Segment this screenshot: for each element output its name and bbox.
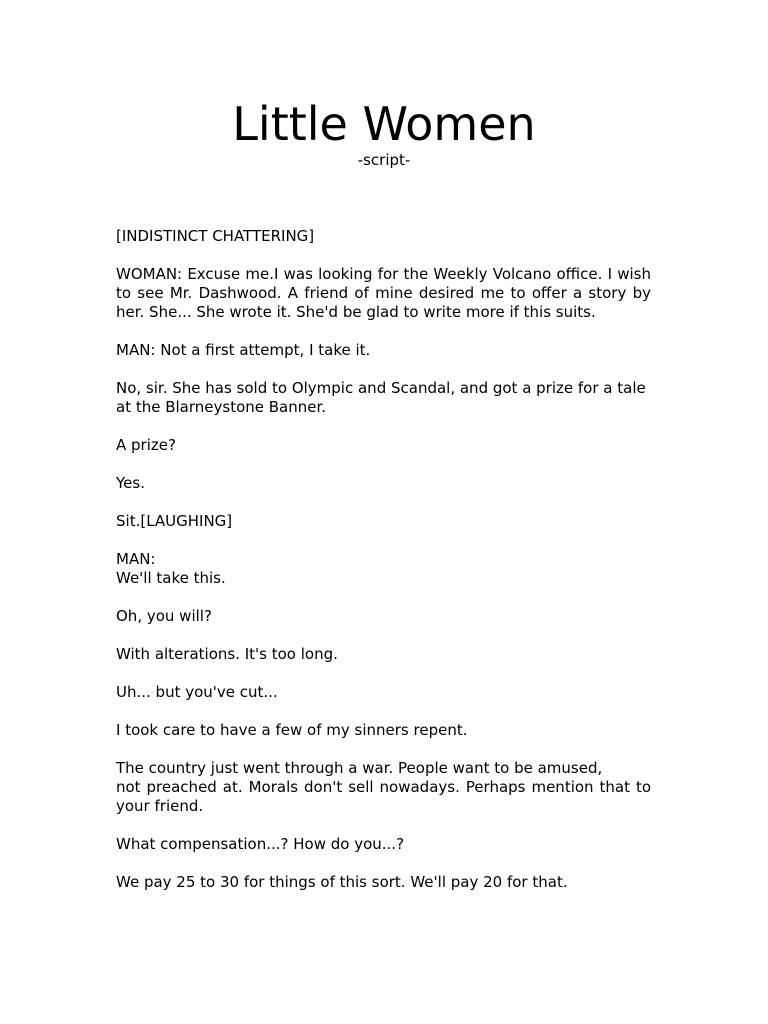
script-line: Oh, you will?	[116, 607, 212, 625]
script-paragraph	[116, 607, 651, 626]
script-line: Yes.	[116, 474, 145, 492]
script-paragraph	[116, 265, 651, 322]
script-paragraph	[116, 835, 651, 854]
script-line: MAN: Not a first attempt, I take it.	[116, 341, 371, 359]
script-paragraph	[116, 721, 651, 740]
script-line: What compensation...? How do you...?	[116, 835, 405, 853]
script-line: Sit.[LAUGHING]	[116, 512, 233, 530]
script-paragraph	[116, 436, 651, 455]
script-line: We'll take this.	[116, 569, 226, 587]
script-line: I took care to have a few of my sinners repent.	[116, 721, 468, 739]
script-line: The country just went through a war. People want to be amused,	[116, 759, 603, 777]
document-title: Little Women	[232, 97, 536, 151]
script-paragraph	[116, 474, 651, 493]
script-paragraph	[116, 683, 651, 702]
script-paragraph	[116, 550, 651, 588]
script-line: A prize?	[116, 436, 176, 454]
script-line: With alterations. It's too long.	[116, 645, 338, 663]
script-paragraph	[116, 379, 651, 417]
document-subtitle: -script-	[357, 151, 411, 169]
script-line: not preached at. Morals don't sell nowadays. Perhaps mention that to your friend.	[116, 778, 651, 815]
script-paragraph	[116, 512, 651, 531]
script-paragraph	[116, 759, 651, 816]
script-body	[116, 227, 651, 911]
script-line: We pay 25 to 30 for things of this sort. We'll pay 20 for that.	[116, 873, 568, 891]
script-paragraph	[116, 873, 651, 892]
script-line: at the Blarneystone Banner.	[116, 398, 327, 416]
script-line: Uh... but you've cut...	[116, 683, 278, 701]
script-line: No, sir. She has sold to Olympic and Scandal, and got a prize for a tale	[116, 379, 646, 397]
script-line: WOMAN: Excuse me.I was looking for the Weekly Volcano office. I wish to see Mr. Dashwood. A friend of mine desired me to offer a story by her. She... She wrote it. She'd be glad to write more if this suits.	[116, 265, 651, 321]
script-paragraph	[116, 227, 651, 246]
script-line: [INDISTINCT CHATTERING]	[116, 227, 315, 245]
script-paragraph	[116, 645, 651, 664]
script-line: MAN:	[116, 550, 156, 568]
script-paragraph	[116, 341, 651, 360]
